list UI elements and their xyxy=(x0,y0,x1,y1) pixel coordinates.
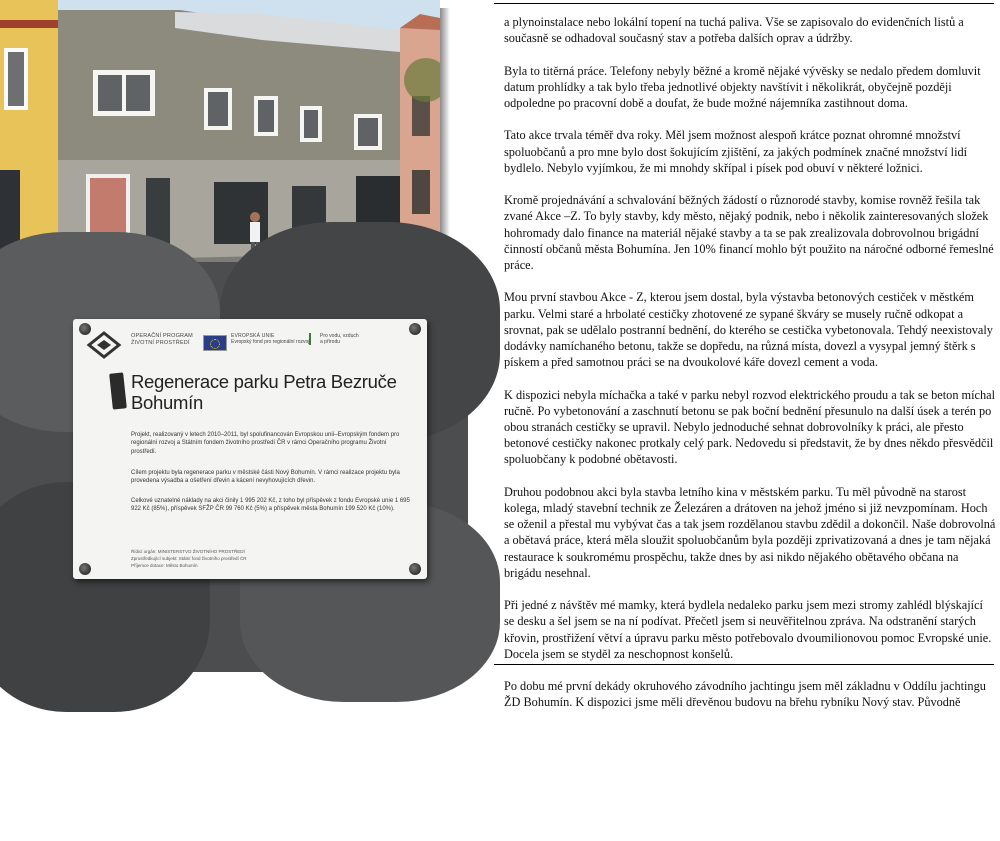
plaque-footer-line: Zprostředkující subjekt: Státní fond životního prostředí ČR xyxy=(131,556,247,561)
article-paragraph: Kromě projednávání a schvalování běžných žádostí o různorodé stavby, komise rovněž řešila tak zvané Akce –Z. To byly stavby, kdy město, nějaký podnik, nebo i několik zainteresovaných složek hohromady dalo finance na materiál nějaké stavby a ta se pak zrealizovala dobrovolnou brigádní činností občanů města Bohumína. Jen 10% financí mohlo být použito na náročné odborné řemeslné práce. xyxy=(504,193,994,272)
eu-label-caps: EVROPSKÁ UNIE xyxy=(231,333,275,339)
program-label: OPERAČNÍ PROGRAM ŽIVOTNÍ PROSTŘEDÍ xyxy=(131,333,193,346)
article-paragraph: K dispozici nebyla míchačka a také v parku nebyl rozvod elektrického proudu a tak se beton míchal ručně. Po vybetonování a zaschnutí betonu se pak boční bednění přesunulo na další úsek a terén po obou stranách cestičky se upravil. Nebylo jednoduché sehnat dobrovolníky k práci, ale přesto betonové cestičky nakonec protkaly celý park. Nedovedu si představit, že by dnes někdo přesvědčil spoluobčany k podobné obětavosti. xyxy=(504,387,996,467)
env-label: Pro vodu, vzduch a přírodu xyxy=(320,333,359,345)
article-paragraph: a plynoinstalace nebo lokální topení na tuchá paliva. Vše se zapisovalo do evidenčních listů a současně se odhadoval současný stav a potřeba dalších oprav a údržby. xyxy=(504,15,964,46)
plaque-title-line2: Bohumín xyxy=(131,392,203,413)
plaque-footer-line: Řídicí orgán: MINISTERSTVO ŽIVOTNÍHO PROSTŘEDÍ xyxy=(131,549,245,554)
screw-icon xyxy=(409,323,421,335)
article-paragraph: Mou první stavbou Akce - Z, kterou jsem dostal, byla výstavba betonových cestiček v městkém parku. Velmi staré a hrbolaté cestičky zhotovené ze sypané škváry se musely ručně odkopat a srovnat, pak se udělalo postranní bednění, do kterého se cestička vybetonovala. Tehdý neexistovaly dodávky namíchaného betonu, takže se dopředu, na různá místa, dovezl a vysypal jemný štěrk s pískem a před samotnou práci se na dvoukolové káře dovezl cement a voda. xyxy=(504,290,993,370)
article-paragraph: Druhou podobnou akci byla stavba letního kina v městském parku. Tu měl původně na starost kolega, mladý stavební technik ze Železáren a drátoven na jehož jméno si již nevzpomínam. Hoch se oženil a přestal mu vybývat čas a tak jsem rozdělanou stavbu zdědil a dokončil. Naše dobrovolná a obětavá práce, která měla sloužit spoluobčanům byla později zprivatizovaná a dnes je tam nějaká restaurace k soukromému prospěchu, takže dnes by asi nikdo nějakého obětavého občana na brigádu nesehnal. xyxy=(504,484,996,580)
bottom-rule xyxy=(494,664,994,665)
op-zp-logo-icon xyxy=(87,331,121,359)
plaque-stain xyxy=(109,372,127,409)
eu-flag-icon xyxy=(203,335,227,351)
plaque-card xyxy=(73,319,427,579)
plaque-title-line1: Regenerace parku Petra Bezruče xyxy=(131,371,397,392)
plaque-title xyxy=(131,371,411,413)
article-paragraph: Po dobu mé první dekády okruhového závodního jachtingu jsem měl základnu v Oddílu jachtingu ŽD Bohumín. K dispozici jsme měli dřevěnou budovu na břehu rybníku Nový stav. Původně xyxy=(504,679,986,710)
screw-icon xyxy=(79,563,91,575)
plaque-paragraph: Celkové uznatelné náklady na akci činily 1 995 202 Kč, z toho byl příspěvek z fondu Evropské unie 1 695 922 Kč (85%), příspěvek SFŽP ČR 99 760 Kč (5%) a příspěvek města Bohumín 199 520 Kč (10%). xyxy=(131,498,410,513)
plaque-footer-line: Příjemce dotace: Město Bohumín xyxy=(131,563,198,568)
article-paragraph: Při jedné z návštěv mé mamky, která bydlela nedaleko parku jsem mezi stromy zahlédl blýskající se desku a šel jsem se na ní podívat. Přečetl jsem si neuvěřitelnou zpráva. Na odstranění starých křovin, prostřižení větví a úpravu parku město potřebovalo dvoumilionovou pomoc Evropské unie. Docela jsem se styděl za neschopnost konšelů. xyxy=(504,598,992,661)
plaque-paragraph: Cílem projektu byla regenerace parku v městské části Nový Bohumín. V rámci realizace projektu byla provedena výsadba a ošetření dřevin a kácení nevyhovujících dřevin. xyxy=(131,470,400,485)
top-rule xyxy=(494,3,994,4)
plaque-paragraph: Projekt, realizovaný v letech 2010–2011, byl spolufinancován Evropskou unií–Evropským fondem pro regionální rozvoj a Státním fondem životního prostředí ČR v rámci Operačního programu Životní prostředí. xyxy=(131,432,400,455)
eu-label xyxy=(231,333,311,345)
article-paragraph: Byla to titěrná práce. Telefony nebyly běžné a kromě nějaké vývěsky se nedalo předem domluvit datum prohlídky a tak bylo třeba jednotlivé objekty navštívit i několikrát, obyčejně později odpoledne po pracovní době a doufat, že bude možné nájemníka zastihnout doma. xyxy=(504,63,981,110)
plaque-photo xyxy=(0,262,468,672)
screw-icon xyxy=(409,563,421,575)
leaf-icon xyxy=(309,333,317,345)
eu-label-fund: Evropský fond pro regionální rozvoj xyxy=(231,339,310,345)
article-text xyxy=(504,14,996,727)
park-plaque xyxy=(73,319,427,841)
article-paragraph: Tato akce trvala téměř dva roky. Měl jsem možnost alespoň krátce poznat ohromné množství spoluobčanů a pro mne bylo dost šokujícím zjištění, za jakých podmínek značné množství lidí bydlelo. Nebylo vyjímkou, že mi mnohdy skřípal i písek pod obuví v některé ložnici. xyxy=(504,128,968,175)
